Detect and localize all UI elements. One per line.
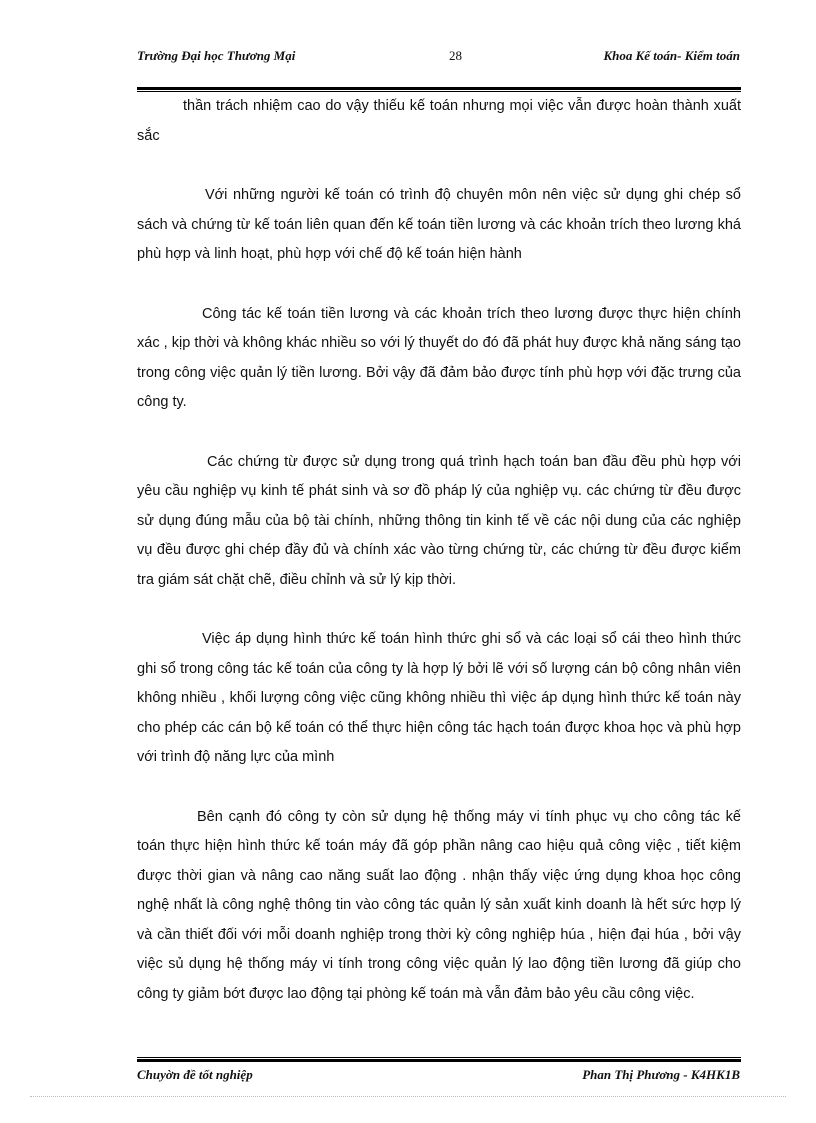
footer-thesis-label: Chuyờn đề tốt nghiệp	[137, 1067, 253, 1082]
header-university: Trường Đại học Thương Mại	[137, 48, 296, 63]
paragraph: Công tác kế toán tiền lương và các khoản trích theo lương được thực hiện chính xác , kịp thời và không khác nhiều so với lý thuyết do đó đã phát huy được khả năng sáng tạo trong công việc quản lý tiền lương. Bởi vậy đã đảm bảo được tính phù hợp với đặc trưng của công ty.	[137, 305, 741, 410]
footer-author: Phan Thị Phương - K4HK1B	[582, 1067, 740, 1082]
paragraph: Các chứng từ được sử dụng trong quá trình hạch toán ban đầu đều phù hợp với yêu cầu nghiệp vụ kinh tế phát sinh và sơ đồ pháp lý của nghiệp vụ. các chứng từ đều được sử dụng đúng mẫu của bộ tài chính, những thông tin kinh tế về các nội dung của các nghiệp vụ đều được ghi chép đầy đủ và chính xác vào từng chứng từ, các chứng từ đều được kiểm tra giám sát chặt chẽ, điều chỉnh và sử lý kịp thời.	[137, 453, 741, 588]
paragraph: Với những người kế toán có trình độ chuyên môn nên việc sử dụng ghi chép sổ sách và chứng từ kế toán liên quan đến kế toán tiền lương và các khoản trích theo lương khá phù hợp và linh hoạt, phù hợp với chế độ kế toán hiện hành	[137, 187, 741, 262]
page-number: 28	[449, 48, 462, 63]
footer-rule	[137, 1057, 741, 1062]
paragraph: thần trách nhiệm cao do vậy thiếu kế toán nhưng mọi việc vẫn được hoàn thành xuất sắc	[137, 98, 741, 144]
page-header	[137, 48, 740, 72]
page-footer	[137, 1067, 740, 1087]
paragraph: Bên cạnh đó công ty còn sử dụng hệ thống máy vi tính phục vụ cho công tác kế toán thực hiện hình thức kế toán máy đã góp phần nâng cao hiệu quả công việc , tiết kiệm được thời gian và nâng cao năng suất lao động . nhận thấy việc ứng dụng khoa học công nghệ nhất là công nghệ thông tin vào công tác quản lý sản xuất kinh doanh là hết sức hợp lý và cần thiết đối với mỗi doanh nghiệp trong thời kỳ công nghiệp húa , hiện đại húa , bởi vậy việc sủ dụng hệ thống máy vi tính trong công việc quản lý lao động tiền lương đã giúp cho công ty giảm bớt được lao động tại phòng kế toán mà vẫn đảm bảo yêu cầu công việc.	[137, 808, 741, 1002]
page-edge	[30, 1096, 786, 1097]
document-body	[137, 92, 741, 1039]
paragraph: Việc áp dụng hình thức kế toán hình thức ghi sổ và các loại sổ cái theo hình thức ghi sổ trong công tác kế toán của công ty là hợp lý bởi lẽ với số lượng cán bộ công nhân viên không nhiều , khối lượng công việc cũng không nhiều thì việc áp dụng hình thức kế toán này cho phép các cán bộ kế toán có thể thực hiện công tác hạch toán được khoa học và phù hợp với trình độ năng lực của mình	[137, 631, 741, 765]
header-faculty: Khoa Kế toán- Kiểm toán	[603, 48, 740, 63]
